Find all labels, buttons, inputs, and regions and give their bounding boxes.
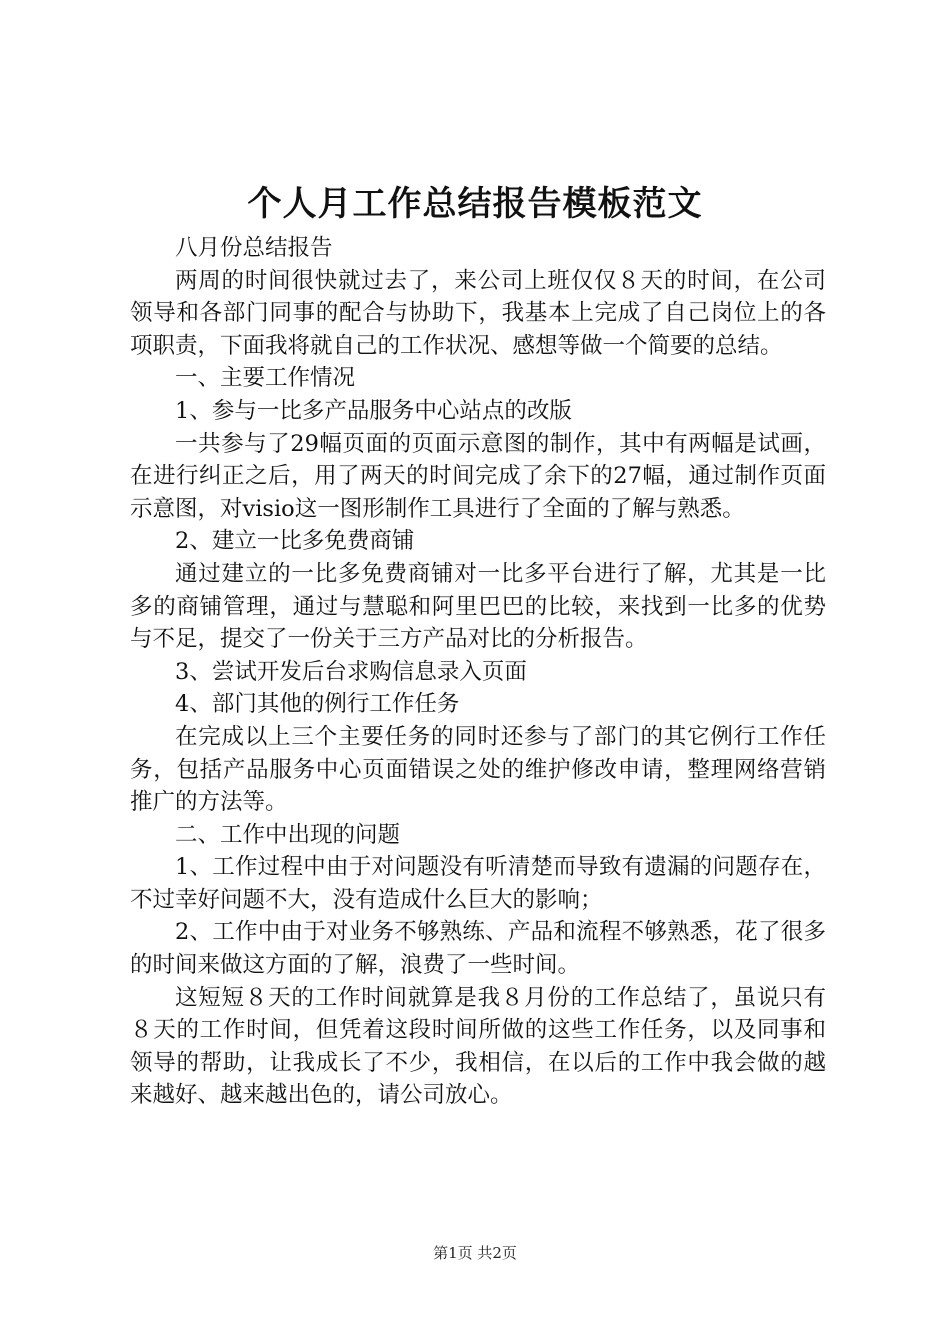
subheading-routine-tasks: 4、部门其他的例行工作任务: [175, 691, 460, 718]
document-body: [130, 232, 826, 1112]
section-heading-problems: 二、工作中出现的问题: [175, 821, 401, 848]
section-heading-main-work: 一、主要工作情况: [175, 365, 356, 392]
subheading-site-redesign: 1、参与一比多产品服务中心站点的改版: [175, 397, 572, 424]
subheading-backend-page: 3、尝试开发后台求购信息录入页面: [175, 658, 527, 685]
paragraph-routine-tasks: 在完成以上三个主要任务的同时还参与了部门的其它例行工作任务，包括产品服务中心页面错误之处的维护修改申请，整理网络营销推广的方法等。: [130, 723, 826, 816]
paragraph-intro: 两周的时间很快就过去了，来公司上班仅仅８天的时间，在公司领导和各部门同事的配合与协助下，我基本上完成了自己岗位上的各项职责，下面我将就自己的工作状况、感想等做一个简要的总结。: [130, 267, 826, 359]
paragraph-report-heading: 八月份总结报告: [175, 235, 333, 261]
page-footer: 第1页 共2页: [433, 1244, 517, 1262]
document-title: 个人月工作总结报告模板范文: [247, 184, 703, 224]
paragraph-problem-1: 1、工作过程中由于对问题没有听清楚而导致有遗漏的问题存在，不过幸好问题不大，没有造成什么巨大的影响；: [130, 854, 826, 913]
paragraph-site-redesign: 一共参与了29幅页面的页面示意图的制作，其中有两幅是试画，在进行纠正之后，用了两天的时间完成了余下的27幅，通过制作页面示意图，对visio这一图形制作工具进行了全面的了解与熟悉。: [130, 430, 826, 522]
paragraph-free-shop: 通过建立的一比多免费商铺对一比多平台进行了解，尤其是一比多的商铺管理，通过与慧聪和阿里巴巴的比较，来找到一比多的优势与不足，提交了一份关于三方产品对比的分析报告。: [130, 560, 826, 653]
paragraph-conclusion: 这短短８天的工作时间就算是我８月份的工作总结了，虽说只有８天的工作时间，但凭着这段时间所做的这些工作任务，以及同事和领导的帮助，让我成长了不少，我相信，在以后的工作中我会做的越来越好、越来越出色的，请公司放心。: [130, 984, 826, 1109]
paragraph-problem-2: 2、工作中由于对业务不够熟练、产品和流程不够熟悉，花了很多的时间来做这方面的了解，浪费了一些时间。: [130, 919, 826, 979]
subheading-free-shop: 2、建立一比多免费商铺: [175, 528, 415, 555]
